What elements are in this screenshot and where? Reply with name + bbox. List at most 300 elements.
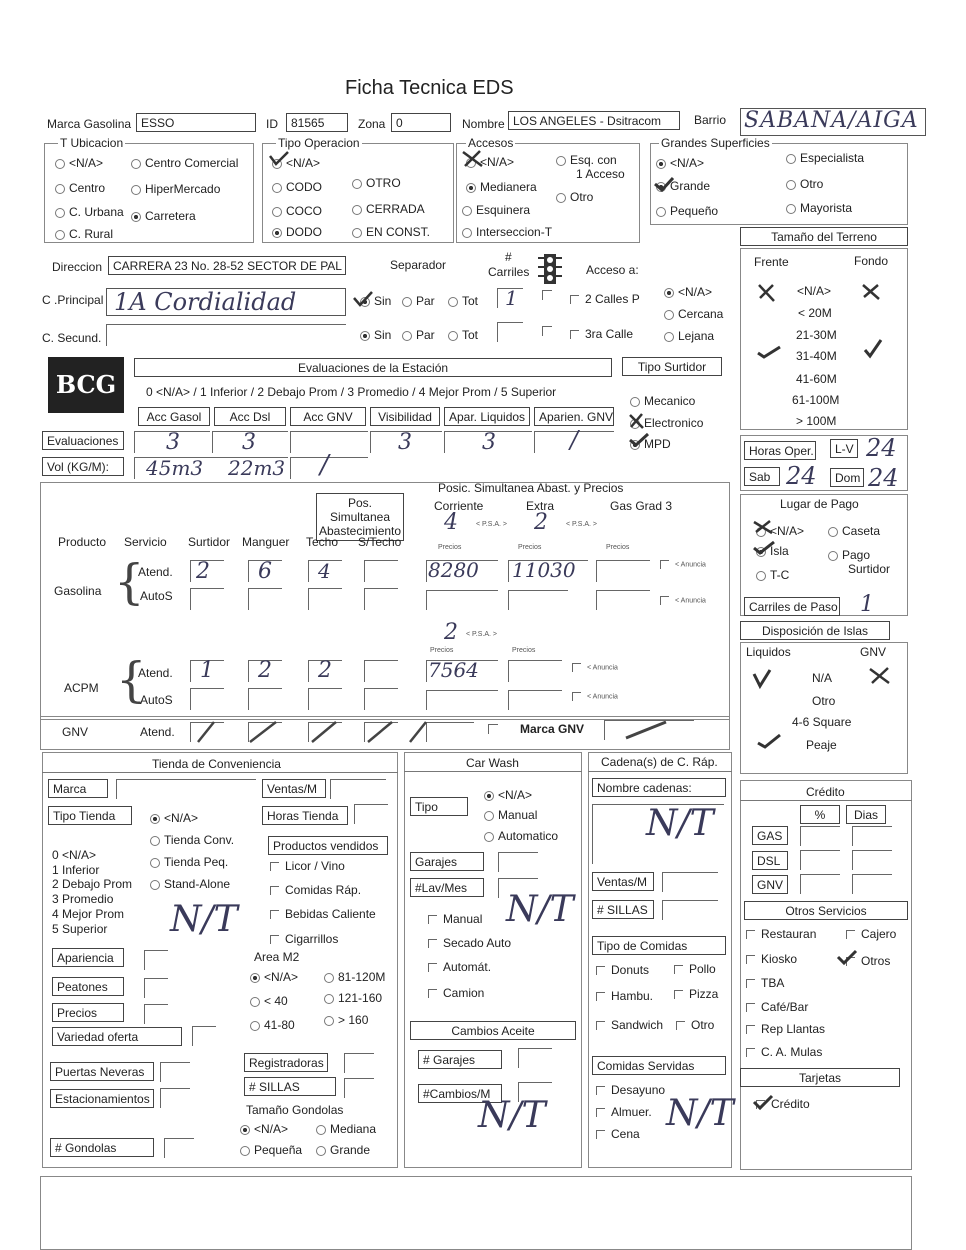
puertas-label: Puertas Neveras (50, 1062, 154, 1081)
scale-5: 5 Superior (52, 922, 108, 936)
cs-check[interactable] (542, 326, 552, 336)
col-apar-liquidos: Apar. Liquidos (444, 407, 530, 426)
col-aparien-gnv: Aparien. GNV (534, 407, 614, 426)
tipo-tienda-label: Tipo Tienda (48, 806, 132, 825)
acceso-esquinera-option[interactable]: Esquinera (462, 204, 530, 216)
ubic-centro-comercial-option[interactable]: Centro Comercial (131, 157, 238, 169)
acpm-autos-manguera[interactable] (248, 688, 282, 710)
zona-label: Zona (358, 117, 386, 131)
tamano-gondolas-label: Tamaño Gondolas (246, 1103, 344, 1117)
dos-calles-option[interactable]: 2 Calles P (570, 293, 640, 305)
cs-par-option[interactable]: Par (402, 329, 435, 341)
gnv-atend-label: Atend. (140, 725, 175, 739)
cafe-bar-option[interactable]: Café/Bar (746, 1001, 808, 1013)
pago-na-option[interactable]: <N/A> (756, 525, 804, 537)
carriles-paso-label: Carriles de Paso (744, 597, 840, 616)
gas-atend-s-techo[interactable] (364, 560, 398, 582)
desayuno-option[interactable]: Desayuno (596, 1084, 665, 1096)
gas-autos-label: AutoS (140, 589, 173, 603)
comida-hambu-option[interactable]: Hambu. (596, 990, 653, 1002)
apariencia-field[interactable] (144, 950, 168, 970)
cw-manual-option[interactable]: Manual (484, 809, 537, 821)
area-41-80-option[interactable]: 41-80 (250, 1019, 295, 1031)
oper-cerrada-option[interactable]: CERRADA (352, 203, 425, 215)
sillas-tienda-field[interactable] (344, 1078, 374, 1098)
comida-otro-option[interactable]: Otro (676, 1019, 714, 1031)
anuncia-option[interactable]: < Anuncia (572, 692, 618, 701)
col-acc-gnv: Acc GNV (290, 407, 366, 426)
oper-coco-option[interactable]: COCO (272, 205, 322, 217)
bebidas-option[interactable]: Bebidas Caliente (270, 908, 376, 920)
evaluacion-scale: 0 <N/A> / 1 Inferior / 2 Debajo Prom / 3 Promedio / 4 Mejor Prom / 5 Superior (146, 385, 557, 399)
tienda-marca-label: Marca (48, 779, 108, 798)
puertas-field[interactable] (160, 1062, 190, 1082)
peatones-label: Peatones (52, 977, 124, 996)
cs-carriles-field[interactable] (497, 322, 523, 342)
gnv-check[interactable] (488, 724, 498, 734)
cambios-m-label: #Cambios/M (418, 1084, 502, 1103)
estacionamientos-field[interactable] (160, 1088, 190, 1108)
surtidor-header: Surtidor (188, 535, 231, 549)
gas-autos-techo[interactable] (308, 588, 342, 610)
t-ubicacion-title: T Ubicacion (60, 136, 124, 150)
lav-secado-option[interactable]: Secado Auto (428, 937, 511, 949)
cross-mark-icon (860, 282, 882, 302)
ca-mulas-option[interactable]: C. A. Mulas (746, 1046, 822, 1058)
cp-tot-option[interactable]: Tot (448, 295, 478, 307)
acceso-1-acceso-label: 1 Acceso (576, 167, 625, 181)
cigarrillos-option[interactable]: Cigarrillos (270, 933, 338, 945)
vol-row-label: Vol (KG/M): (42, 457, 124, 476)
gas-precio-extra-value: 11030 (512, 558, 576, 582)
scale-0: 0 <N/A> (52, 848, 97, 862)
gas-atend-label: Atend. (138, 565, 173, 579)
horas-oper-label: Horas Oper. (744, 441, 816, 460)
s-techo-header: S/Techo (358, 535, 402, 549)
gas-atend-manguera-value: 6 (258, 559, 272, 584)
psa-label: < P.S.A. > (476, 521, 508, 528)
precios-label: Precios (606, 544, 630, 551)
acpm-atend-manguera-value: 2 (258, 658, 272, 683)
gondolas-field[interactable] (164, 1138, 194, 1158)
tipo-operacion-title: Tipo Operacion (278, 136, 360, 150)
acpm-autos-techo[interactable] (308, 688, 342, 710)
ventas-m-label: Ventas/M (262, 779, 326, 798)
variedad-label: Variedad oferta (52, 1027, 182, 1046)
gs-na-option[interactable]: <N/A> (656, 157, 704, 169)
credito-gas-pct[interactable] (800, 826, 840, 846)
acceso-medianera-option[interactable]: Medianera (466, 181, 537, 193)
registradoras-field[interactable] (344, 1053, 374, 1073)
marca-gnv-label: Marca GNV (520, 722, 585, 736)
cw-garajes-field[interactable] (498, 852, 538, 872)
scale-3: 3 Promedio (52, 892, 114, 906)
anuncia-option[interactable]: < Anuncia (572, 663, 618, 672)
carriles-hash: # (505, 250, 512, 264)
disp-square: 4-6 Square (792, 715, 852, 729)
gnv-product-label: GNV (62, 725, 89, 739)
extra-label: Extra (526, 499, 555, 513)
cs-sin-option[interactable]: Sin (360, 329, 391, 341)
gnv-precio[interactable] (426, 722, 474, 742)
otros-servicios-title: Otros Servicios (744, 901, 908, 920)
check-mark-icon (268, 150, 290, 168)
comida-donuts-option[interactable]: Donuts (596, 964, 649, 976)
horas-tienda-field[interactable] (354, 804, 388, 824)
acpm-atend-surtidor-value: 1 (200, 658, 214, 683)
acpm-label: ACPM (64, 681, 99, 695)
tienda-na-option[interactable]: <N/A> (150, 812, 198, 824)
gs-pequeno-option[interactable]: Pequeño (656, 205, 718, 217)
aceite-nt-mark: N/T (478, 1095, 546, 1136)
eval-acc-dsl-value: 3 (242, 430, 256, 455)
disp-na: N/A (812, 671, 833, 685)
gondola-na-option[interactable]: <N/A> (240, 1123, 288, 1135)
oper-dodo-option[interactable]: DODO (272, 226, 322, 238)
cadenas-ventas-label: Ventas/M (592, 872, 654, 891)
cambios-aceite-title: Cambios Aceite (410, 1021, 576, 1040)
zona-field[interactable]: 0 (391, 113, 451, 132)
producto-header: Producto (58, 535, 107, 549)
fondo-label: Fondo (854, 254, 889, 268)
tarjeta-credito-option[interactable]: Crédito (756, 1098, 810, 1110)
area-label: Area M2 (254, 950, 300, 964)
kiosko-option[interactable]: Kiosko (746, 953, 797, 965)
oper-en-const-option[interactable]: EN CONST. (352, 226, 430, 238)
evaluaciones-row-label: Evaluaciones (42, 431, 124, 450)
check-mark-icon (862, 338, 884, 360)
check-mark-icon (653, 176, 675, 192)
separador-label: Separador (390, 258, 447, 272)
car-wash-title: Car Wash (466, 756, 519, 770)
anuncia-option[interactable]: < Anuncia (660, 596, 706, 605)
pago-tc-option[interactable]: T-C (756, 569, 789, 581)
disp-otro: Otro (812, 694, 836, 708)
otros-servicios-option[interactable]: Otros (846, 955, 890, 967)
acpm-atend-techo-value: 2 (318, 658, 332, 683)
sab-value: 24 (786, 462, 817, 490)
brace-icon: { (114, 554, 145, 610)
credito-dsl-dias[interactable] (852, 850, 892, 870)
credito-title: Crédito (806, 785, 845, 799)
cw-automatico-option[interactable]: Automatico (484, 830, 558, 842)
horas-tienda-label: Horas Tienda (262, 806, 348, 825)
surtidor-mpd-option[interactable]: MPD (630, 438, 671, 450)
dom-label: Dom (830, 468, 864, 487)
gasolina-label: Gasolina (54, 584, 102, 598)
gas-autos-manguera[interactable] (248, 588, 282, 610)
bcg-logo: BCG (48, 357, 124, 413)
gs-especialista-option[interactable]: Especialista (786, 152, 864, 164)
cadenas-sillas-label: # SILLAS (592, 900, 654, 919)
evaluaciones-title: Evaluaciones de la Estación (134, 358, 612, 377)
ventas-m-field[interactable] (330, 779, 386, 799)
traffic-light-icon (536, 252, 564, 286)
acceso-cercana-radio[interactable]: Cercana (664, 308, 723, 320)
cadenas-title: Cadena(s) de C. Ráp. (601, 755, 718, 769)
peatones-field[interactable] (144, 978, 168, 998)
acpm-autos-surtidor[interactable] (190, 688, 224, 710)
lav-automat-option[interactable]: Automát. (428, 961, 491, 973)
credito-gnv-pct[interactable] (800, 874, 840, 894)
precios-label: Precios (438, 544, 462, 551)
acpm-atend-label: Atend. (138, 666, 173, 680)
nombre-label: Nombre (462, 117, 505, 131)
comments-box[interactable] (40, 1176, 912, 1250)
vol-dsl-value: 22m3 (228, 456, 286, 480)
size-2: 21-30M (796, 328, 837, 342)
ubic-carretera-option[interactable]: Carretera (131, 210, 196, 222)
pos-simultanea-label: Pos. Simultanea Abastecimiento (316, 493, 404, 541)
apariencia-label: Apariencia (52, 948, 124, 967)
pago-surtidor-option[interactable]: Pago (828, 549, 870, 561)
comida-pizza-option[interactable]: Pizza (674, 988, 718, 1000)
lv-label: L-V (830, 439, 858, 458)
c-secund-field[interactable] (106, 324, 346, 346)
size-5: 61-100M (792, 393, 840, 407)
cw-na-option[interactable]: <N/A> (484, 789, 532, 801)
grandes-superficies-title: Grandes Superficies (661, 136, 770, 150)
gas-autos-surtidor[interactable] (190, 588, 224, 610)
cadenas-ventas-field[interactable] (662, 872, 718, 892)
precios-field[interactable] (144, 1004, 168, 1024)
variedad-field[interactable] (192, 1026, 216, 1046)
pago-surtidor-label: Surtidor (848, 562, 891, 576)
direccion-label: Direccion (52, 260, 103, 274)
ubic-c-rural-option[interactable]: C. Rural (55, 228, 113, 240)
productos-vendidos-label: Productos vendidos (268, 836, 388, 855)
acpm-psa-value: 2 (444, 620, 458, 645)
credito-dsl-label: DSL (752, 851, 788, 870)
accesos-title: Accesos (468, 136, 514, 150)
gs-grande-option[interactable]: Grande (656, 180, 710, 192)
area-gt160-option[interactable]: > 160 (324, 1014, 368, 1026)
acpm-autos-precio[interactable] (426, 690, 498, 710)
scale-1: 1 Inferior (52, 863, 100, 877)
cena-option[interactable]: Cena (596, 1128, 640, 1140)
registradoras-label: Registradoras (244, 1053, 328, 1072)
cp-check[interactable] (542, 290, 552, 300)
area-121-160-option[interactable]: 121-160 (324, 992, 382, 1004)
gs-mayorista-option[interactable]: Mayorista (786, 202, 852, 214)
servicio-header: Servicio (124, 535, 167, 549)
rep-llantas-option[interactable]: Rep Llantas (746, 1023, 825, 1035)
brace-icon: { (116, 652, 147, 708)
surtidor-electronico-option[interactable]: Electronico (630, 417, 703, 429)
comida-sandwich-option[interactable]: Sandwich (596, 1019, 663, 1031)
oper-codo-option[interactable]: CODO (272, 181, 322, 193)
col-visibilidad: Visibilidad (370, 407, 440, 426)
vol-gnv-value: / (320, 450, 329, 480)
credito-gas-label: GAS (752, 826, 788, 845)
check-mark-icon (752, 668, 772, 690)
col-acc-dsl: Acc Dsl (214, 407, 286, 426)
ubic-na-option[interactable]: <N/A> (55, 157, 103, 169)
nombre-field[interactable]: LOS ANGELES - Dsitracom (508, 111, 680, 130)
precios-tienda-label: Precios (52, 1003, 124, 1022)
check-mark-icon (628, 432, 650, 448)
gas-autos-precio[interactable] (508, 590, 568, 610)
cp-par-option[interactable]: Par (402, 295, 435, 307)
cajero-option[interactable]: Cajero (846, 928, 896, 940)
oper-otro-option[interactable]: OTRO (352, 177, 401, 189)
cs-tot-option[interactable]: Tot (448, 329, 478, 341)
gas-atend-techo-value: 4 (318, 559, 331, 583)
corriente-psa-value: 4 (444, 510, 458, 535)
carriles-paso-value: 1 (860, 592, 874, 617)
gas-autos-s-techo[interactable] (364, 588, 398, 610)
comidas-servidas-label: Comidas Servidas (592, 1056, 726, 1075)
comidas-rap-option[interactable]: Comidas Ráp. (270, 884, 361, 896)
posic-title: Posic. Simultanea Abast. y Precios (438, 481, 624, 495)
size-1: < 20M (798, 306, 832, 320)
tienda-peq-option[interactable]: Tienda Peq. (150, 856, 228, 868)
gas-precio-corriente-value: 8280 (428, 558, 479, 582)
gas-grad3-label: Gas Grad 3 (610, 499, 673, 513)
acceso-a-label: Acceso a: (586, 263, 639, 277)
n-garajes-field[interactable] (518, 1048, 552, 1068)
cw-tipo-label: Tipo (410, 797, 468, 816)
sab-label: Sab (744, 467, 780, 486)
size-4: 41-60M (796, 372, 837, 386)
cross-mark-icon (460, 148, 486, 170)
scale-2: 2 Debajo Prom (52, 877, 133, 891)
gondola-mediana-option[interactable]: Mediana (316, 1123, 376, 1135)
acceso-otro-option[interactable]: Otro (556, 191, 593, 203)
cadenas-sillas-field[interactable] (662, 900, 718, 920)
psa-label: < P.S.A. > (466, 631, 498, 638)
acpm-autos-precio[interactable] (508, 690, 562, 710)
pago-isla-option[interactable]: Isla (756, 545, 789, 557)
lav-camion-option[interactable]: Camion (428, 987, 484, 999)
licor-option[interactable]: Licor / Vino (270, 860, 345, 872)
marca-label: Marca Gasolina (47, 117, 132, 131)
gs-otro-option[interactable]: Otro (786, 178, 823, 190)
gas-atend-surtidor-value: 2 (196, 559, 210, 584)
page-title: Ficha Tecnica EDS (345, 77, 514, 99)
tienda-stand-alone-option[interactable]: Stand-Alone (150, 878, 230, 890)
disposicion-panel (740, 642, 908, 774)
oper-na-option[interactable]: <N/A> (272, 157, 320, 169)
acpm-atend-s-techo[interactable] (364, 660, 398, 682)
size-3: 31-40M (796, 349, 837, 363)
acceso-esq-option[interactable]: Esq. con (556, 154, 617, 166)
n-garajes-label: # Garajes (418, 1050, 502, 1069)
gondolas-label: # Gondolas (50, 1138, 154, 1157)
acceso-lejana-radio[interactable]: Lejana (664, 330, 714, 342)
extra-psa-value: 2 (534, 510, 548, 535)
precios-label: Precios (518, 544, 542, 551)
direccion-field[interactable]: CARRERA 23 No. 28-52 SECTOR DE PAL (108, 256, 346, 275)
eval-visibilidad-value: 3 (398, 430, 412, 455)
tienda-title: Tienda de Conveniencia (152, 757, 281, 771)
area-lt40-option[interactable]: < 40 (250, 995, 288, 1007)
ubic-centro-option[interactable]: Centro (55, 182, 105, 194)
marca-field[interactable]: ESSO (136, 113, 256, 132)
tienda-nt-mark: N/T (170, 899, 238, 940)
ubic-c-urbana-option[interactable]: C. Urbana (55, 206, 124, 218)
restaurante-option[interactable]: Restauran (746, 928, 816, 940)
id-field[interactable]: 81565 (286, 113, 348, 132)
vol-gasol-value: 45m3 (146, 456, 204, 480)
check-mark-icon (836, 949, 858, 967)
eval-aparien-gnv-value: / (570, 426, 579, 454)
area-81-120-option[interactable]: 81-120M (324, 971, 385, 983)
cw-garajes-label: Garajes (410, 852, 484, 871)
check-mark-icon (756, 733, 782, 749)
credito-dsl-pct[interactable] (800, 850, 840, 870)
surtidor-mecanico-option[interactable]: Mecanico (630, 395, 695, 407)
gas-autos-precio[interactable] (426, 590, 498, 610)
almuerzo-option[interactable]: Almuer. (596, 1106, 652, 1118)
cross-mark-icon (628, 412, 646, 430)
vol-cell[interactable] (290, 457, 368, 479)
acpm-precio-2[interactable] (508, 660, 562, 682)
cp-sin-option[interactable]: Sin (360, 295, 391, 307)
pago-caseta-option[interactable]: Caseta (828, 525, 880, 537)
tipo-surtidor-title: Tipo Surtidor (622, 357, 722, 376)
tienda-marca-field[interactable] (116, 779, 256, 799)
cp-carriles-handwritten: 1 (505, 286, 518, 310)
credito-gnv-dias[interactable] (852, 874, 892, 894)
cross-mark-icon (752, 518, 776, 536)
frente-label: Frente (754, 255, 789, 269)
lav-mes-label: #Lav/Mes (410, 878, 484, 897)
scale-4: 4 Mejor Prom (52, 907, 125, 921)
gnv-label: GNV (860, 645, 887, 659)
lugar-pago-title: Lugar de Pago (780, 497, 859, 511)
credito-gas-dias[interactable] (852, 826, 892, 846)
c-principal-label: C .Principal (42, 293, 104, 307)
credito-gnv-label: GNV (752, 875, 788, 894)
gondola-grande-option[interactable]: Grande (316, 1144, 370, 1156)
eval-apar-liquidos-value: 3 (482, 430, 496, 455)
dom-value: 24 (868, 464, 899, 492)
anuncia-option[interactable]: < Anuncia (660, 560, 706, 569)
acpm-precio-value: 7564 (428, 658, 479, 682)
tba-option[interactable]: TBA (746, 977, 784, 989)
gas-autos-precio[interactable] (596, 590, 650, 610)
cross-mark-icon (756, 282, 778, 304)
tienda-conv-option[interactable]: Tienda Conv. (150, 834, 234, 846)
comida-pollo-option[interactable]: Pollo (674, 963, 716, 975)
manguer-header: Manguer (242, 535, 290, 549)
disposicion-title: Disposición de Islas (740, 621, 890, 640)
sillas-tienda-label: # SILLAS (244, 1077, 336, 1096)
barrio-label: Barrio (694, 113, 727, 127)
acpm-autos-s-techo[interactable] (364, 688, 398, 710)
lav-manual-option[interactable]: Manual (428, 913, 482, 925)
c-principal-handwritten: 1A Cordialidad (114, 288, 297, 316)
ubic-hipermercado-option[interactable]: HiperMercado (131, 183, 220, 195)
precios-label: Precios (512, 647, 536, 654)
carriles-label: Carriles (488, 265, 530, 279)
credito-pct-label: % (800, 805, 840, 824)
credito-dias-label: Dias (846, 805, 886, 824)
gondola-pequena-option[interactable]: Pequeña (240, 1144, 302, 1156)
eval-cell[interactable] (290, 431, 368, 453)
gas-precio-grad3[interactable] (596, 560, 650, 582)
tarjetas-title: Tarjetas (740, 1068, 900, 1087)
acceso-interseccion-option[interactable]: Interseccion-T (462, 226, 552, 238)
estacionamientos-label: Estacionamientos (50, 1089, 154, 1108)
lv-value: 24 (866, 434, 897, 462)
acceso-na-radio[interactable]: <N/A> (664, 286, 712, 298)
cross-mark-icon (868, 666, 892, 686)
tercera-calle-option[interactable]: 3ra Calle (570, 328, 633, 340)
acceso-na-option[interactable]: <N/A> (466, 156, 514, 168)
area-na-option[interactable]: <N/A> (250, 971, 298, 983)
